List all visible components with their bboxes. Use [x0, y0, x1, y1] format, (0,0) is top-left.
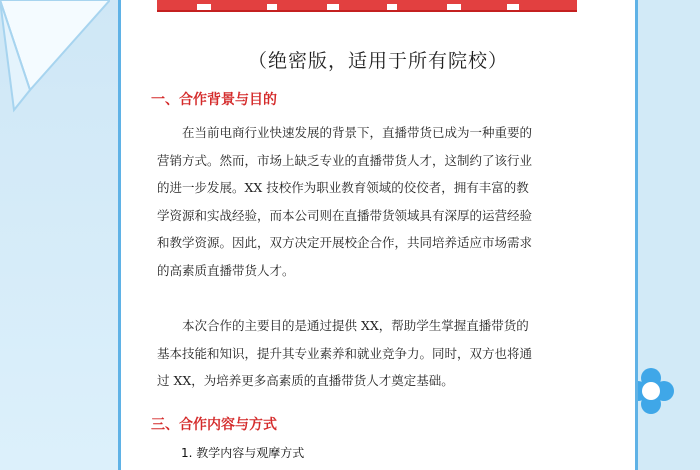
paragraph-line: 营销方式。然而，市场上缺乏专业的直播带货人才，这制约了该行业 — [157, 152, 533, 168]
paragraph-line: 的进一步发展。XX 技校作为职业教育领域的佼佼者，拥有丰富的教 — [157, 180, 529, 195]
paragraph-line: 的高素质直播带货人才。 — [157, 262, 295, 278]
paragraph-line: 本次合作的主要目的是通过提供 XX，帮助学生掌握直播带货的 — [182, 318, 529, 333]
paper-plane-decoration — [0, 0, 110, 120]
title-banner — [157, 0, 577, 12]
paragraph-line: 基本技能和知识，提升其专业素养和就业竞争力。同时，双方也将通 — [157, 345, 533, 361]
paragraph-background — [157, 119, 559, 284]
paragraph-line: 和教学资源。因此，双方决定开展校企合作，共同培养适应市场需求 — [157, 235, 533, 250]
document-subtitle: （绝密版，适用于所有院校） — [247, 50, 508, 72]
document-page — [118, 0, 638, 470]
section-heading-background: 一、合作背景与目的 — [151, 92, 277, 108]
paragraph-line: 过 XX，为培养更多高素质的直播带货人才奠定基础。 — [157, 373, 454, 388]
subsection-heading: 1. 教学内容与观摩方式 — [181, 446, 305, 460]
paragraph-line: 在当前电商行业快速发展的背景下，直播带货已成为一种重要的 — [182, 125, 533, 140]
paragraph-purpose — [157, 312, 559, 395]
section-heading-content: 三、合作内容与方式 — [151, 417, 277, 433]
paragraph-line: 学资源和实战经验，而本公司则在直播带货领域具有深厚的运营经验 — [157, 207, 533, 223]
